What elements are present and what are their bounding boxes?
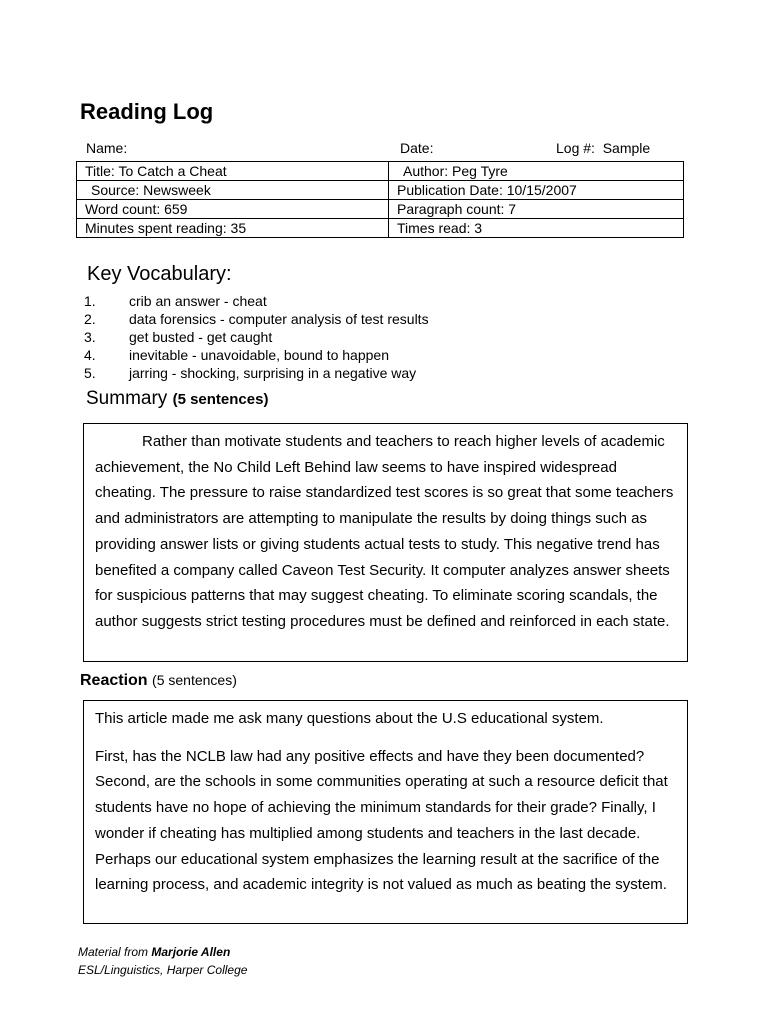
item-number: 2.: [84, 311, 96, 327]
item-text: data forensics - computer analysis of test results: [129, 311, 429, 327]
article-info-table: [76, 161, 684, 238]
table-row: [77, 200, 684, 219]
item-text: get busted - get caught: [129, 329, 273, 345]
publication-date-cell: Publication Date: 10/15/2007: [389, 181, 684, 200]
name-label: Name:: [86, 140, 128, 156]
item-text: crib an answer - cheat: [129, 293, 267, 309]
table-row: [77, 181, 684, 200]
reaction-paragraph-1: This article made me ask many questions about the U.S educational system.: [95, 710, 604, 727]
reaction-title: Reaction: [80, 672, 148, 689]
log-label: Log #:: [556, 140, 595, 156]
source-cell: Source: Newsweek: [77, 181, 389, 200]
list-item: [84, 310, 429, 328]
footer-author: Marjorie Allen: [151, 945, 231, 959]
footer-line-1: [78, 943, 247, 961]
list-item: [84, 364, 429, 382]
footer-credit: [78, 943, 247, 979]
reaction-paragraph-2: First, has the NCLB law had any positive effects and have they been documented? Second, are the schools in some communities operating at such a resource deficit that students have no hope of achieving the minimum standards for their grade? Finally, I wonder if cheating has multiplied among students and teachers in the last decade. Perhaps our educational system emphasizes the learning result at the sacrifice of the learning process, and academic integrity is not valued as much as beating the system.: [95, 747, 668, 894]
table-row: [77, 162, 684, 181]
summary-box: [83, 423, 688, 662]
vocabulary-heading: Key Vocabulary:: [87, 263, 232, 285]
times-read-cell: Times read: 3: [389, 219, 684, 238]
summary-title: Summary: [86, 388, 168, 409]
paragraph-count-cell: Paragraph count: 7: [389, 200, 684, 219]
vocabulary-list: [84, 292, 429, 382]
footer-prefix: Material from: [78, 945, 152, 959]
item-number: 4.: [84, 347, 96, 363]
reaction-heading: [80, 672, 237, 690]
log-value: Sample: [602, 140, 651, 156]
page-title: Reading Log: [80, 99, 214, 124]
list-item: [84, 346, 429, 364]
item-number: 5.: [84, 365, 96, 381]
item-text: jarring - shocking, surprising in a negative way: [129, 365, 417, 381]
summary-text: Rather than motivate students and teachers to reach higher levels of academic achievement, the No Child Left Behind law seems to have inspired widespread cheating. The pressure to raise standardized test scores is so great that some teachers and administrators are attempting to manipulate the results by doing things such as providing answer lists or giving students actual tests to study. This negative trend has benefited a company called Caveon Test Security. It computer analyzes answer sheets for suspicious patterns that may suggest cheating. To eliminate scoring scandals, the author suggests strict testing procedures must be defined and reinforced in each state.: [95, 433, 674, 630]
minutes-cell: Minutes spent reading: 35: [77, 219, 389, 238]
title-cell: Title: To Catch a Cheat: [77, 162, 389, 181]
footer-line-2: ESL/Linguistics, Harper College: [78, 963, 248, 977]
summary-subtitle: (5 sentences): [172, 391, 269, 408]
reaction-box: [83, 700, 688, 924]
reaction-subtitle: (5 sentences): [152, 672, 237, 688]
author-cell: Author: Peg Tyre: [389, 162, 684, 181]
item-number: 1.: [84, 293, 96, 309]
date-label: Date:: [400, 140, 434, 156]
table-row: [77, 219, 684, 238]
summary-heading: [86, 388, 268, 410]
list-item: [84, 292, 429, 310]
word-count-cell: Word count: 659: [77, 200, 389, 219]
log-number: [556, 140, 650, 156]
list-item: [84, 328, 429, 346]
item-number: 3.: [84, 329, 96, 345]
item-text: inevitable - unavoidable, bound to happen: [129, 347, 389, 363]
